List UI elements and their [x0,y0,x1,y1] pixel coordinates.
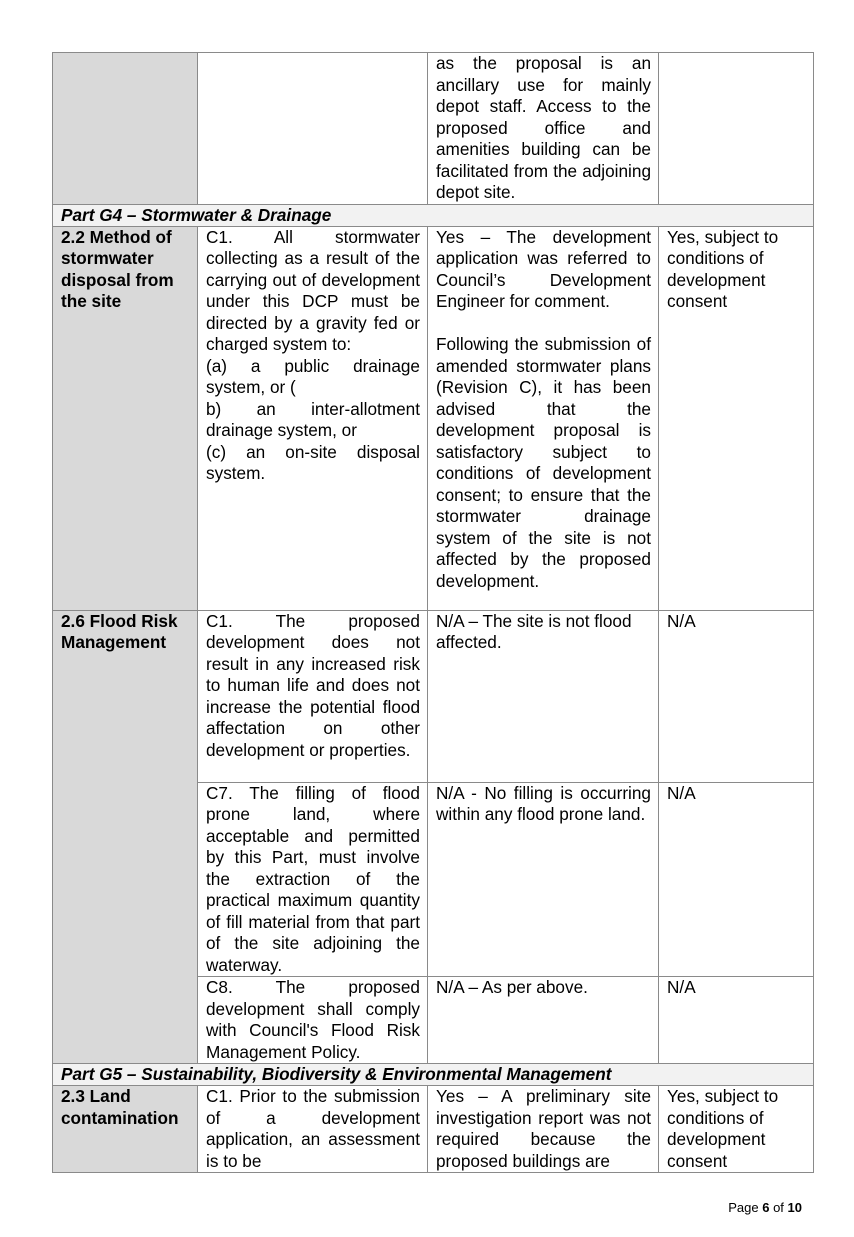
compliance-cell: Yes, subject to conditions of development consent [659,226,814,610]
control-cell [198,53,428,205]
assessment-cell [428,226,659,610]
table-row [53,226,814,610]
compliance-cell [659,53,814,205]
control-intro: C1. All stormwater collecting as a result of the carrying out of development under this DCP must be directed by a gravity fed or charged system to: [206,226,420,354]
topic-cell: 2.3 Land contamination [53,1086,198,1173]
assessment-cell: N/A – As per above. [428,977,659,1064]
control-cell: C1. The proposed development does not result in any increased risk to human life and does not increase the potential flood affectation on other development or properties. [198,610,428,782]
page-total: 10 [787,1200,802,1215]
table-row [53,1086,814,1173]
control-cell [198,226,428,610]
page-label: Page [728,1200,759,1215]
control-option-a: (a) a public drainage system, or ( [206,355,420,397]
page-of: of [773,1200,784,1215]
table-row [53,610,814,782]
page-number [728,1200,802,1215]
assessment-cell: Yes – A preliminary site investigation report was not required because the proposed buildings are [428,1086,659,1173]
section-heading-row [53,204,814,226]
compliance-table [52,52,814,1173]
control-option-c: (c) an on-site disposal system. [206,441,420,483]
control-cell: C7. The filling of flood prone land, where acceptable and permitted by this Part, must involve the extraction of the practical maximum quantity of fill material from that part of the site adjoining the waterway. [198,782,428,977]
assessment-cell: N/A - No filling is occurring within any flood prone land. [428,782,659,977]
page-current: 6 [762,1200,770,1215]
section-heading-g4: Part G4 – Stormwater & Drainage [53,204,814,226]
topic-cell: 2.2 Method of stormwater disposal from the site [53,226,198,610]
compliance-cell: N/A [659,977,814,1064]
table-row [53,53,814,205]
compliance-cell: Yes, subject to conditions of development consent [659,1086,814,1173]
assessment-paragraph: Following the submission of amended stormwater plans (Revision C), it has been advised that the development proposal is satisfactory subject to conditions of development consent; to ensure that the stormwater drainage system of the site is not affected by the proposed development. [436,334,651,591]
compliance-cell: N/A [659,610,814,782]
topic-cell [53,53,198,205]
assessment-cell: N/A – The site is not flood affected. [428,610,659,782]
control-option-b: b) an inter-allotment drainage system, or [206,398,420,440]
control-cell: C8. The proposed development shall comply with Council's Flood Risk Management Policy. [198,977,428,1064]
section-heading-g5: Part G5 – Sustainability, Biodiversity & Environmental Management [53,1064,814,1086]
compliance-cell: N/A [659,782,814,977]
control-cell: C1. Prior to the submission of a development application, an assessment is to be [198,1086,428,1173]
assessment-cell: as the proposal is an ancillary use for mainly depot staff. Access to the proposed office and amenities building can be facilitated from the adjoining depot site. [428,53,659,205]
assessment-paragraph: Yes – The development application was referred to Council’s Development Engineer for comment. [436,226,651,311]
topic-cell: 2.6 Flood Risk Management [53,610,198,1064]
section-heading-row [53,1064,814,1086]
